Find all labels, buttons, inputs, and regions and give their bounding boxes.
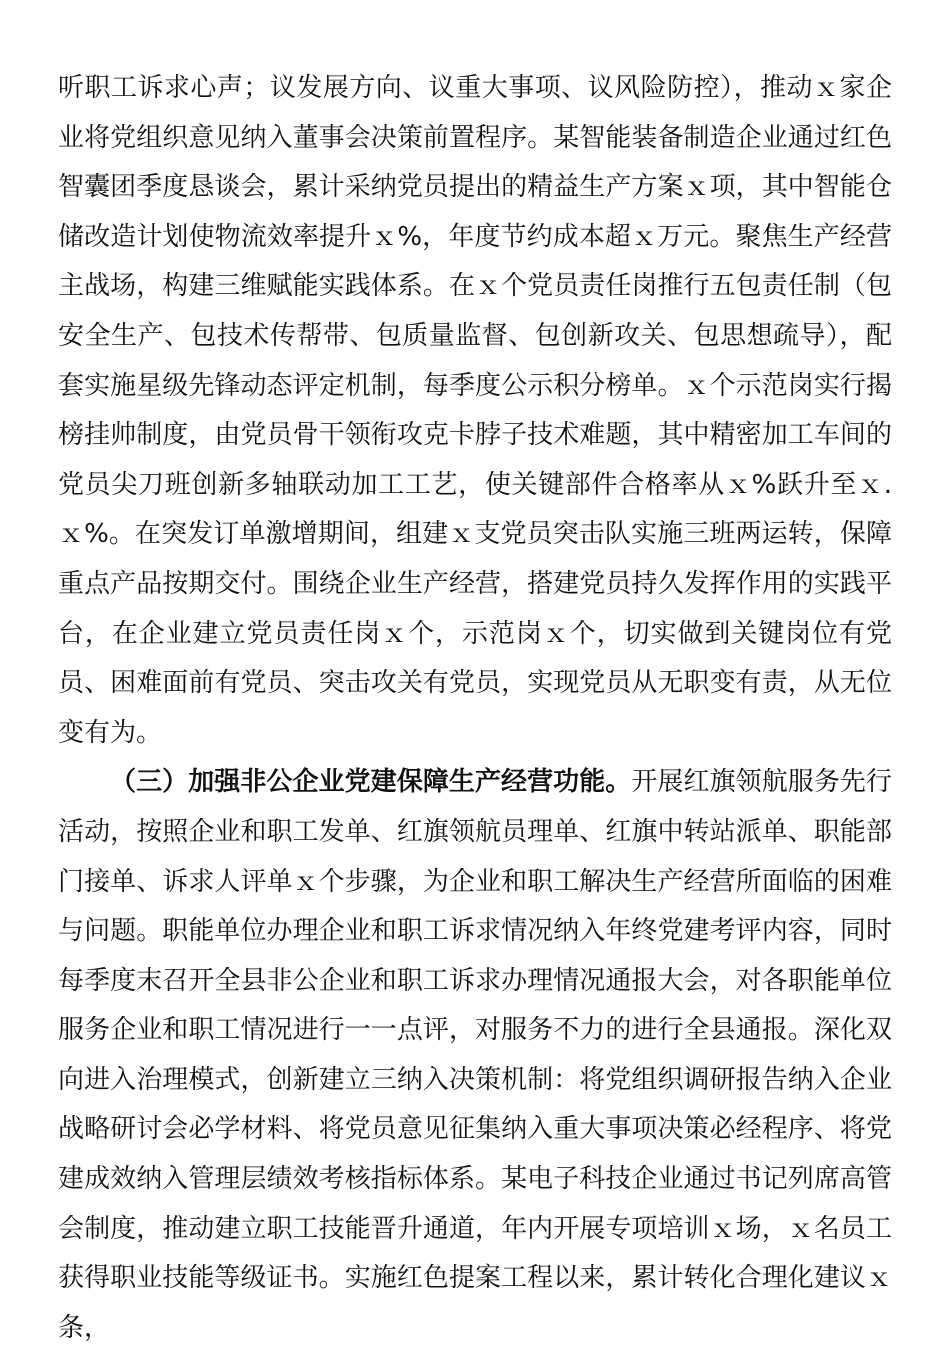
paragraph-2-body: 开展红旗领航服务先行活动，按照企业和职工发单、红旗领航员理单、红旗中转站派单、职能部门接单、诉求人评单ｘ个步骤，为企业和职工解决生产经营所面临的困难与问题。职能单位办理企业和职工诉求情况纳入年终党建考评内容，同时每季度末召开全县非公企业和职工诉求办理情况通报大会，对各职能单位服务企业和职工情况进行一一点评，对服务不力的进行全县通报。深化双向进入治理模式，创新建立三纳入决策机制：将党组织调研报告纳入企业战略研讨会必学材料、将党员意见征集纳入重大事项决策必经程序、将党建成效纳入管理层绩效考核指标体系。某电子科技企业通过书记列席高管会制度，推动建立职工技能晋升通道，年内开展专项培训ｘ场，ｘ名员工获得职业技能等级证书。实施红色提案工程以来，累计转化合理化建议ｘ条， xyxy=(58,767,892,1343)
section-heading: （三）加强非公企业党建保障生产经营功能。 xyxy=(110,767,632,798)
document-body xyxy=(58,64,892,1353)
paragraph-2 xyxy=(58,758,892,1353)
paragraph-1: 听职工诉求心声；议发展方向、议重大事项、议风险防控），推动ｘ家企业将党组织意见纳入董事会决策前置程序。某智能装备制造企业通过红色智囊团季度恳谈会，累计采纳党员提出的精益生产方案ｘ项，其中智能仓储改造计划使物流效率提升ｘ%，年度节约成本超ｘ万元。聚焦生产经营主战场，构建三维赋能实践体系。在ｘ个党员责任岗推行五包责任制（包安全生产、包技术传帮带、包质量监督、包创新攻关、包思想疏导），配套实施星级先锋动态评定机制，每季度公示积分榜单。ｘ个示范岗实行揭榜挂帅制度，由党员骨干领衔攻克卡脖子技术难题，其中精密加工车间的党员尖刀班创新多轴联动加工工艺，使关键部件合格率从ｘ%跃升至ｘ.ｘ%。在突发订单激增期间，组建ｘ支党员突击队实施三班两运转，保障重点产品按期交付。围绕企业生产经营，搭建党员持久发挥作用的实践平台，在企业建立党员责任岗ｘ个，示范岗ｘ个，切实做到关键岗位有党员、困难面前有党员、突击攻关有党员，实现党员从无职变有责，从无位变有为。 xyxy=(58,73,892,748)
